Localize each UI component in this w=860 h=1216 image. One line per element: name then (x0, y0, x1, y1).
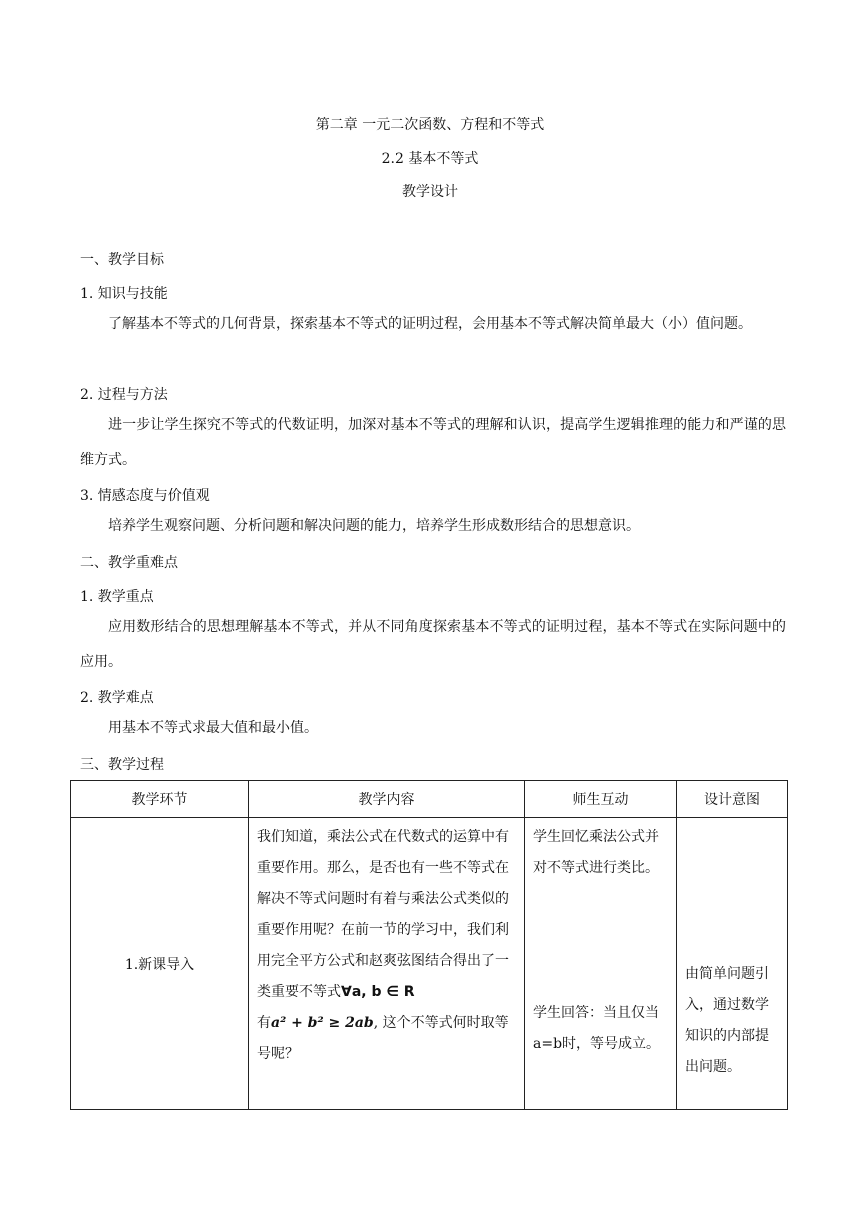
table-header-row (71, 781, 788, 818)
focus-heading: 1. 教学重点 (80, 589, 154, 605)
process-heading: 三、教学过程 (80, 757, 164, 773)
process-method-text: 进一步让学生探究不等式的代数证明，加深对基本不等式的理解和认识，提高学生逻辑推理的能力和严谨的思维方式。 (80, 417, 786, 468)
column-header: 教学环节 (71, 781, 249, 818)
doc-type-title: 教学设计 (402, 184, 458, 200)
column-header: 教学内容 (249, 781, 525, 818)
emotion-text: 培养学生观察问题、分析问题和解决问题的能力，培养学生形成数形结合的思想意识。 (108, 518, 640, 534)
process-table (70, 780, 788, 1110)
difficulty-text: 用基本不等式求最大值和最小值。 (108, 720, 318, 736)
emotion-heading: 3. 情感态度与价值观 (80, 488, 210, 504)
table-row (71, 818, 788, 1110)
process-method-heading: 2. 过程与方法 (80, 387, 168, 403)
column-header: 师生互动 (525, 781, 677, 818)
keypoints-heading: 二、教学重难点 (80, 555, 178, 571)
intent-text: 由简单问题引入，通过数学知识的内部提出问题。 (685, 966, 769, 1075)
section-title: 2.2 基本不等式 (381, 151, 479, 167)
chapter-title: 第二章 一元二次函数、方程和不等式 (315, 117, 545, 133)
content-text-1: 我们知道，乘法公式在代数式的运算中有重要作用。那么，是否也有一些不等式在解决不等式问题时有着与乘法公式类似的重要作用呢？在前一节的学习中，我们利用完全平方公式和赵爽弦图结合得出了一类重要不等式 (257, 829, 509, 1000)
goals-heading: 一、教学目标 (80, 252, 164, 268)
stage-cell (71, 818, 249, 1110)
content-cell (249, 818, 525, 1110)
content-text-2: 有 (257, 1015, 271, 1031)
column-header: 设计意图 (677, 781, 788, 818)
difficulty-heading: 2. 教学难点 (80, 690, 154, 706)
knowledge-heading: 1. 知识与技能 (80, 286, 168, 302)
focus-text: 应用数形结合的思想理解基本不等式，并从不同角度探索基本不等式的证明过程，基本不等式在实际问题中的应用。 (80, 619, 786, 670)
knowledge-text: 了解基本不等式的几何背景，探索基本不等式的证明过程，会用基本不等式解决简单最大（小）值问题。 (108, 316, 752, 332)
content-text-3: , 这个不等式何时取等号呢？ (257, 1015, 509, 1062)
formula-forall: ∀a, b ∈ R (341, 984, 415, 1000)
interaction-cell (525, 818, 677, 1110)
formula-inequality: a² + b² ≥ 2ab (271, 1015, 374, 1031)
interaction-text-1: 学生回忆乘法公式并对不等式进行类比。 (533, 829, 659, 876)
stage-label: 1.新课导入 (124, 956, 195, 973)
interaction-text-2: 学生回答：当且仅当a=b时，等号成立。 (533, 1005, 661, 1052)
intent-cell (677, 818, 788, 1110)
